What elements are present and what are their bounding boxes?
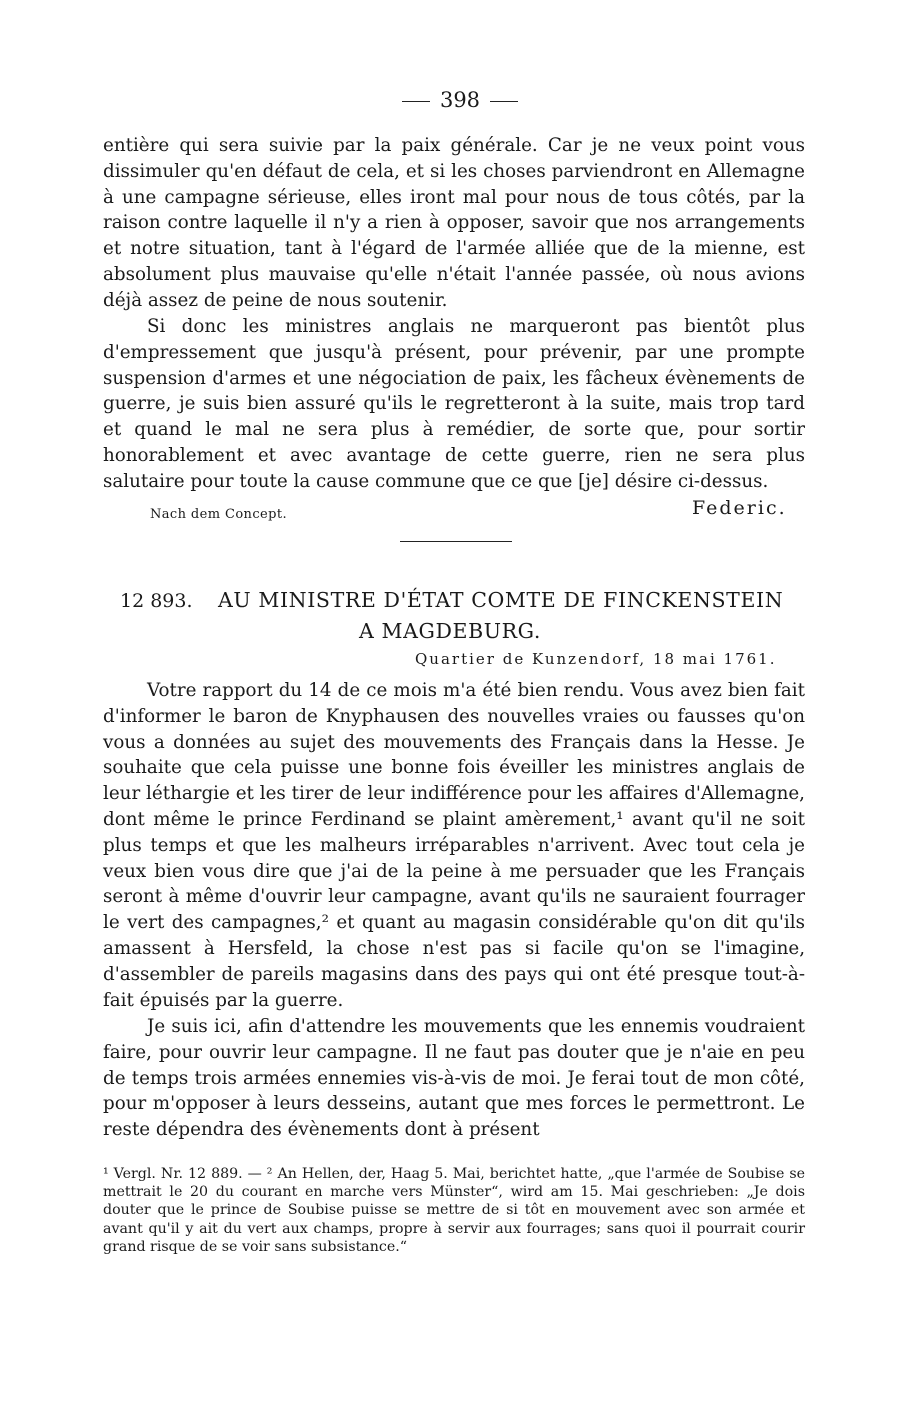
letter-dateline: Quartier de Kunzendorf, 18 mai 1761.	[415, 650, 777, 668]
folio-dash-right	[490, 101, 518, 102]
paragraph-ministres-anglais: Si donc les ministres anglais ne marqueront pas bientôt plus d'empressement que jusqu'à présent, pour prévenir, par une prompte suspension d'armes et une négociation de paix, les fâcheux évènements de guerre, je suis bien assuré qu'ils le regretteront à la suite, mais trop tard et quand le mal ne sera plus à remédier, de sorte que, pour sortir honorablement et avec avantage de cette guerre, rien ne sera plus salutaire pour toute la cause commune que ce que [je] désire ci-dessus.	[103, 316, 805, 492]
letter-heading-line2: A MAGDEBURG.	[358, 619, 542, 643]
folio-dash-left	[402, 101, 430, 102]
footnotes: ¹ Vergl. Nr. 12 889. — ² An Hellen, der, Haag 5. Mai, berichtet hatte, „que l'armée de Soubise se mettrait le 20 du courant en marche vers Münster“, wird am 15. Mai geschrieben: „Je dois douter que le prince de Soubise puisse se mettre de si tôt en mouvement avec son armée et avant qu'il y ait du vert aux champs, propre à servir aux fourrages; sans quoi il pourrait courir grand risque de se voir sans subsistance.“	[103, 1166, 805, 1255]
page-number	[385, 88, 535, 112]
letter-heading-line1: AU MINISTRE D'ÉTAT COMTE DE FINCKENSTEIN	[218, 588, 784, 612]
source-note: Nach dem Concept.	[150, 507, 287, 522]
section-divider	[400, 541, 512, 542]
page-number-text: 398	[439, 88, 481, 112]
signature: Federic.	[692, 497, 787, 519]
letter-number: 12 893.	[120, 590, 193, 612]
paragraph-continuation: entière qui sera suivie par la paix générale. Car je ne veux point vous dissimuler qu'en défaut de cela, et si les choses parviendront en Allemagne à une campagne sérieuse, elles iront mal pour nous de tous côtés, par la raison contre laquelle il n'y a rien à opposer, savoir que nos arrangements et notre situation, tant à l'égard de l'armée alliée que de la mienne, est absolument plus mauvaise qu'elle n'était l'année passée, où nous avions déjà assez de peine de nous soutenir.	[103, 135, 805, 311]
letter-paragraph-1: Votre rapport du 14 de ce mois m'a été bien rendu. Vous avez bien fait d'informer le baron de Knyphausen des nouvelles vraies ou fausses qu'on vous a données au sujet des mouvements des Français dans la Hesse. Je souhaite que cela puisse une bonne fois éveiller les ministres anglais de leur léthargie et les tirer de leur indifférence pour les affaires d'Allemagne, dont même le prince Ferdinand se plaint amèrement,¹ avant qu'il ne soit plus temps et que les malheurs irréparables n'arrivent. Avec tout cela je veux bien vous dire que j'ai de la peine à me persuader que les Français seront à même d'ouvrir leur campagne, avant qu'ils ne sauraient fourrager le vert des campagnes,² et quant au magasin considérable qu'on dit qu'ils amassent à Hersfeld, la chose n'est pas si facile qu'on se l'imagine, d'assembler de pareils magasins dans des pays qui ont été presque tout-à-fait épuisés par la guerre.	[103, 680, 805, 1011]
letter-paragraph-2: Je suis ici, afin d'attendre les mouvements que les ennemis voudraient faire, pour ouvrir leur campagne. Il ne faut pas douter que je n'aie en peu de temps trois armées ennemies vis-à-vis de moi. Je ferai tout de mon côté, pour m'opposer à leurs desseins, autant que mes forces le permettront. Le reste dépendra des évènements dont à présent	[103, 1016, 805, 1141]
